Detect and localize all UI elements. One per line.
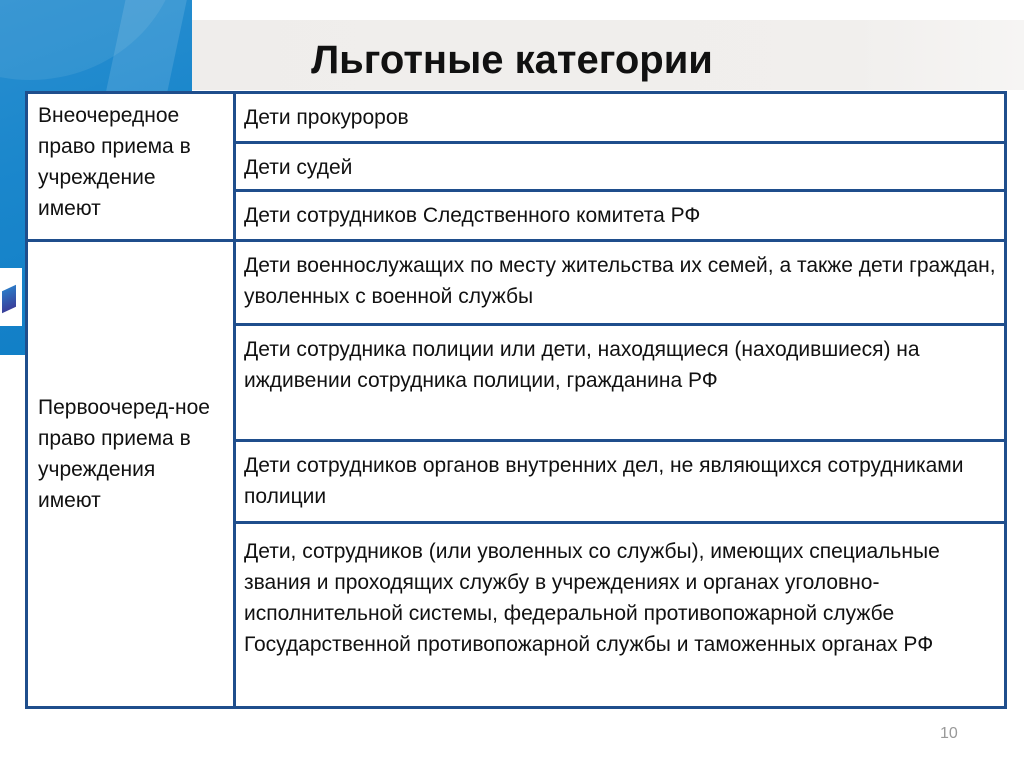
cube-logo-icon (0, 268, 22, 326)
categories-table (25, 91, 1007, 709)
page-number: 10 (940, 725, 958, 742)
group-label: Первоочеред-ное право приема в учреждения имеют (28, 242, 236, 709)
group-label: Внеочередное право приема в учреждение имеют (28, 94, 236, 242)
table-row: Дети сотрудников органов внутренних дел, не являющихся сотрудниками полиции (236, 442, 1004, 524)
table-row: Дети прокуроров (236, 94, 1004, 144)
table-row: Дети сотрудника полиции или дети, находящиеся (находившиеся) на иждивении сотрудника полиции, гражданина РФ (236, 326, 1004, 442)
table-row: Дети военнослужащих по месту жительства их семей, а также дети граждан, уволенных с военной службы (236, 242, 1004, 326)
table-row: Дети судей (236, 144, 1004, 192)
slide-title: Льготные категории (311, 38, 713, 82)
table-row: Дети сотрудников Следственного комитета РФ (236, 192, 1004, 242)
table-row: Дети, сотрудников (или уволенных со службы), имеющих специальные звания и проходящих службу в учреждениях и органах уголовно-исполнительной системы, федеральной противопожарной службе Государственной противопожарной службы и таможенных органах РФ (244, 540, 940, 656)
